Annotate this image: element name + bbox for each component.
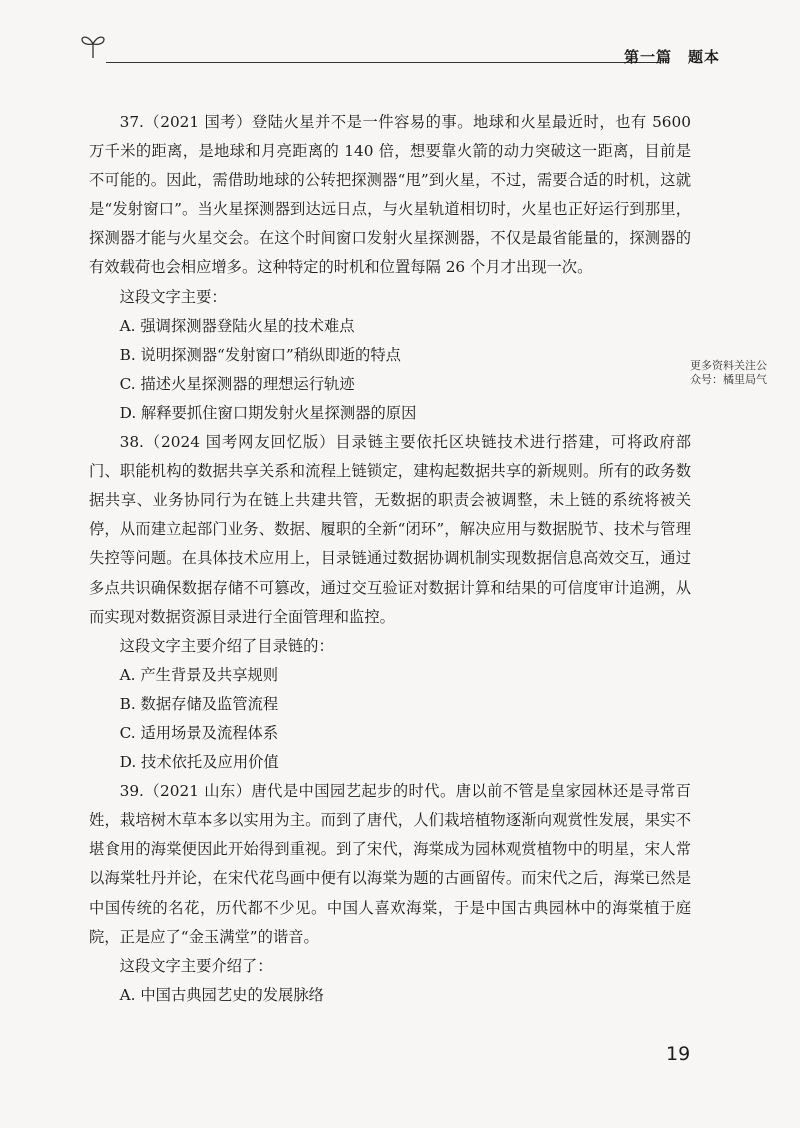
section-title: 第一篇 题本	[623, 48, 720, 66]
side-note: 更多资料关注公众号：橘里局气	[690, 359, 767, 386]
question-source: （2021 国考）	[143, 113, 252, 131]
question-passage	[89, 777, 691, 952]
option-b: B. 说明探测器“发射窗口”稍纵即逝的特点	[119, 345, 401, 364]
page-content	[89, 108, 691, 1010]
option-d: D. 解释要抓住窗口期发射火星探测器的原因	[119, 403, 417, 422]
question-source: （2024 国考网友回忆版）	[143, 433, 336, 452]
question-stem: 这段文字主要介绍了目录链的：	[119, 636, 334, 655]
header-divider	[106, 62, 661, 63]
sprout-icon	[80, 32, 106, 60]
question-stem: 这段文字主要：	[119, 287, 227, 306]
option-a: A. 强调探测器登陆火星的技术难点	[119, 316, 355, 335]
question-source: （2021 山东）	[143, 782, 252, 801]
passage-text: 唐代是中国园艺起步的时代。唐以前不管是皇家园林还是寻常百姓，栽培树木草本多以实用为主。而到了唐代，人们栽培植物逐渐向观赏性发展，果实不堪食用的海棠便因此开始得到重视。到了宋代，海棠成为园林观赏植物中的明星，宋人常以海棠牡丹并论，在宋代花鸟画中便有以海棠为题的古画留传。而宋代之后，海棠已然是中国传统的名花，历代都不少见。中国人喜欢海棠，于是中国古典园林中的海棠植于庭院，正是应了“金玉满堂”的谐音。	[89, 782, 691, 946]
option-a: A. 中国古典园艺史的发展脉络	[119, 985, 324, 1004]
option-c: C. 描述火星探测器的理想运行轨迹	[119, 374, 355, 393]
option-a: A. 产生背景及共享规则	[119, 665, 279, 684]
option-b: B. 数据存储及监管流程	[119, 694, 279, 713]
question-39	[89, 777, 691, 1010]
question-37	[89, 108, 691, 428]
passage-text: 登陆火星并不是一件容易的事。地球和火星最近时，也有 5600 万千米的距离，是地球和月亮距离的 140 倍，想要靠火箭的动力突破这一距离，目前是不可能的。因此，需借助地球的公转把探测器“甩”到火星，不过，需要合适的时机，这就是“发射窗口”。当火星探测器到达远日点，与火星轨道相切时，火星也正好运行到那里，探测器才能与火星交会。在这个时间窗口发射火星探测器，不仅是最省能量的，探测器的有效载荷也会相应增多。这种特定的时机和位置每隔 26 个月才出现一次。	[89, 113, 692, 277]
question-stem: 这段文字主要介绍了：	[119, 956, 273, 975]
question-number: 39.	[119, 782, 144, 801]
question-passage	[89, 108, 691, 283]
page-header	[80, 30, 720, 70]
question-number: 38.	[119, 433, 144, 452]
question-passage	[89, 428, 691, 632]
question-38	[89, 428, 691, 777]
option-d: D. 技术依托及应用价值	[119, 753, 279, 772]
option-c: C. 适用场景及流程体系	[119, 723, 279, 742]
passage-text: 目录链主要依托区块链技术进行搭建，可将政府部门、职能机构的数据共享关系和流程上链锁定，建构起数据共享的新规则。所有的政务数据共享、业务协同行为在链上共建共管，无数据的职责会被调整，未上链的系统将被关停，从而建立起部门业务、数据、履职的全新“闭环”，解决应用与数据脱节、技术与管理失控等问题。在具体技术应用上，目录链通过数据协调机制实现数据信息高效交互，通过多点共识确保数据存储不可篡改，通过交互验证对数据计算和结果的可信度审计追溯，从而实现对数据资源目录进行全面管理和监控。	[89, 433, 691, 626]
question-number: 37.	[119, 113, 144, 131]
page-number: 19	[666, 1043, 691, 1065]
